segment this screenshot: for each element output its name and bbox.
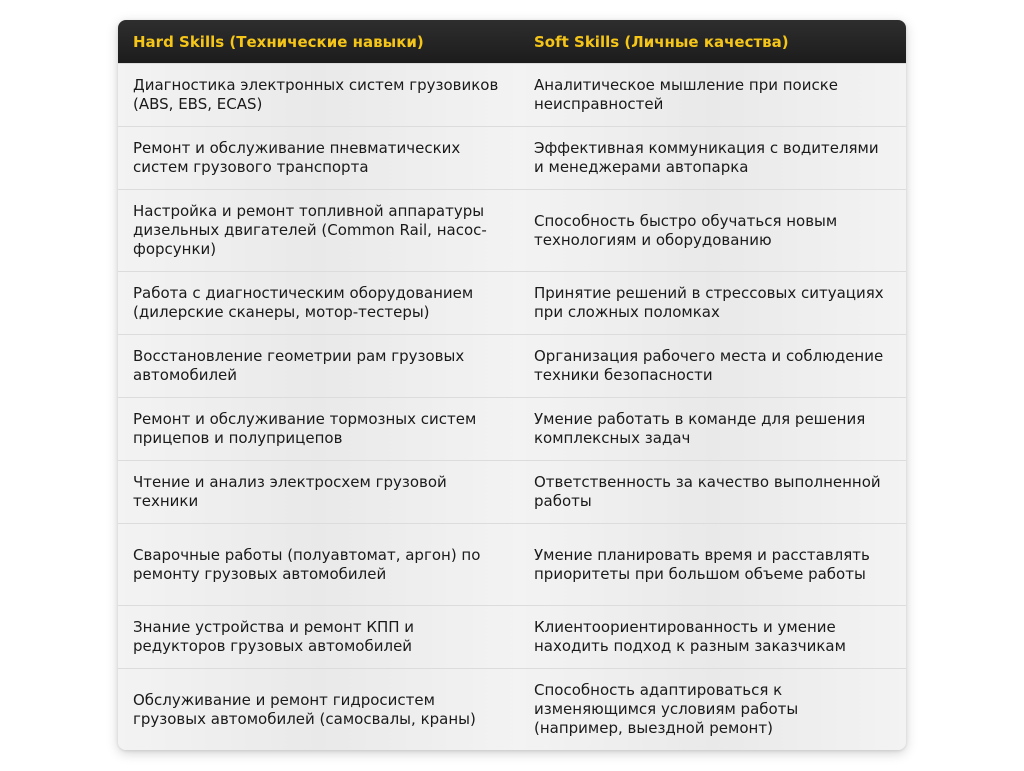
table-row <box>118 64 906 127</box>
soft-skill-cell: Умение планировать время и расставлять приоритеты при большом объеме работы <box>519 524 906 606</box>
skills-table <box>118 20 906 750</box>
table-row <box>118 190 906 272</box>
table-row <box>118 606 906 669</box>
header-hard-skills: Hard Skills (Технические навыки) <box>118 20 519 64</box>
table-row <box>118 461 906 524</box>
hard-skill-cell: Знание устройства и ремонт КПП и редукторов грузовых автомобилей <box>118 606 519 669</box>
table-row <box>118 272 906 335</box>
skills-table-card <box>118 20 906 750</box>
soft-skill-cell: Умение работать в команде для решения комплексных задач <box>519 398 906 461</box>
soft-skill-cell: Клиентоориентированность и умение находить подход к разным заказчикам <box>519 606 906 669</box>
header-soft-skills: Soft Skills (Личные качества) <box>519 20 906 64</box>
hard-skill-cell: Чтение и анализ электросхем грузовой техники <box>118 461 519 524</box>
soft-skill-cell: Организация рабочего места и соблюдение техники безопасности <box>519 335 906 398</box>
soft-skill-cell: Ответственность за качество выполненной работы <box>519 461 906 524</box>
soft-skill-cell: Способность адаптироваться к изменяющимся условиям работы (например, выездной ремонт) <box>519 669 906 751</box>
table-row <box>118 335 906 398</box>
table-row <box>118 669 906 751</box>
hard-skill-cell: Ремонт и обслуживание пневматических систем грузового транспорта <box>118 127 519 190</box>
hard-skill-cell: Настройка и ремонт топливной аппаратуры дизельных двигателей (Common Rail, насос-форсунки) <box>118 190 519 272</box>
hard-skill-cell: Сварочные работы (полуавтомат, аргон) по ремонту грузовых автомобилей <box>118 524 519 606</box>
hard-skill-cell: Обслуживание и ремонт гидросистем грузовых автомобилей (самосвалы, краны) <box>118 669 519 751</box>
soft-skill-cell: Эффективная коммуникация с водителями и менеджерами автопарка <box>519 127 906 190</box>
table-row <box>118 127 906 190</box>
soft-skill-cell: Способность быстро обучаться новым технологиям и оборудованию <box>519 190 906 272</box>
hard-skill-cell: Восстановление геометрии рам грузовых автомобилей <box>118 335 519 398</box>
table-row <box>118 524 906 606</box>
hard-skill-cell: Диагностика электронных систем грузовиков (ABS, EBS, ECAS) <box>118 64 519 127</box>
table-row <box>118 398 906 461</box>
hard-skill-cell: Ремонт и обслуживание тормозных систем прицепов и полуприцепов <box>118 398 519 461</box>
hard-skill-cell: Работа с диагностическим оборудованием (дилерские сканеры, мотор-тестеры) <box>118 272 519 335</box>
soft-skill-cell: Принятие решений в стрессовых ситуациях при сложных поломках <box>519 272 906 335</box>
soft-skill-cell: Аналитическое мышление при поиске неисправностей <box>519 64 906 127</box>
table-header-row <box>118 20 906 64</box>
